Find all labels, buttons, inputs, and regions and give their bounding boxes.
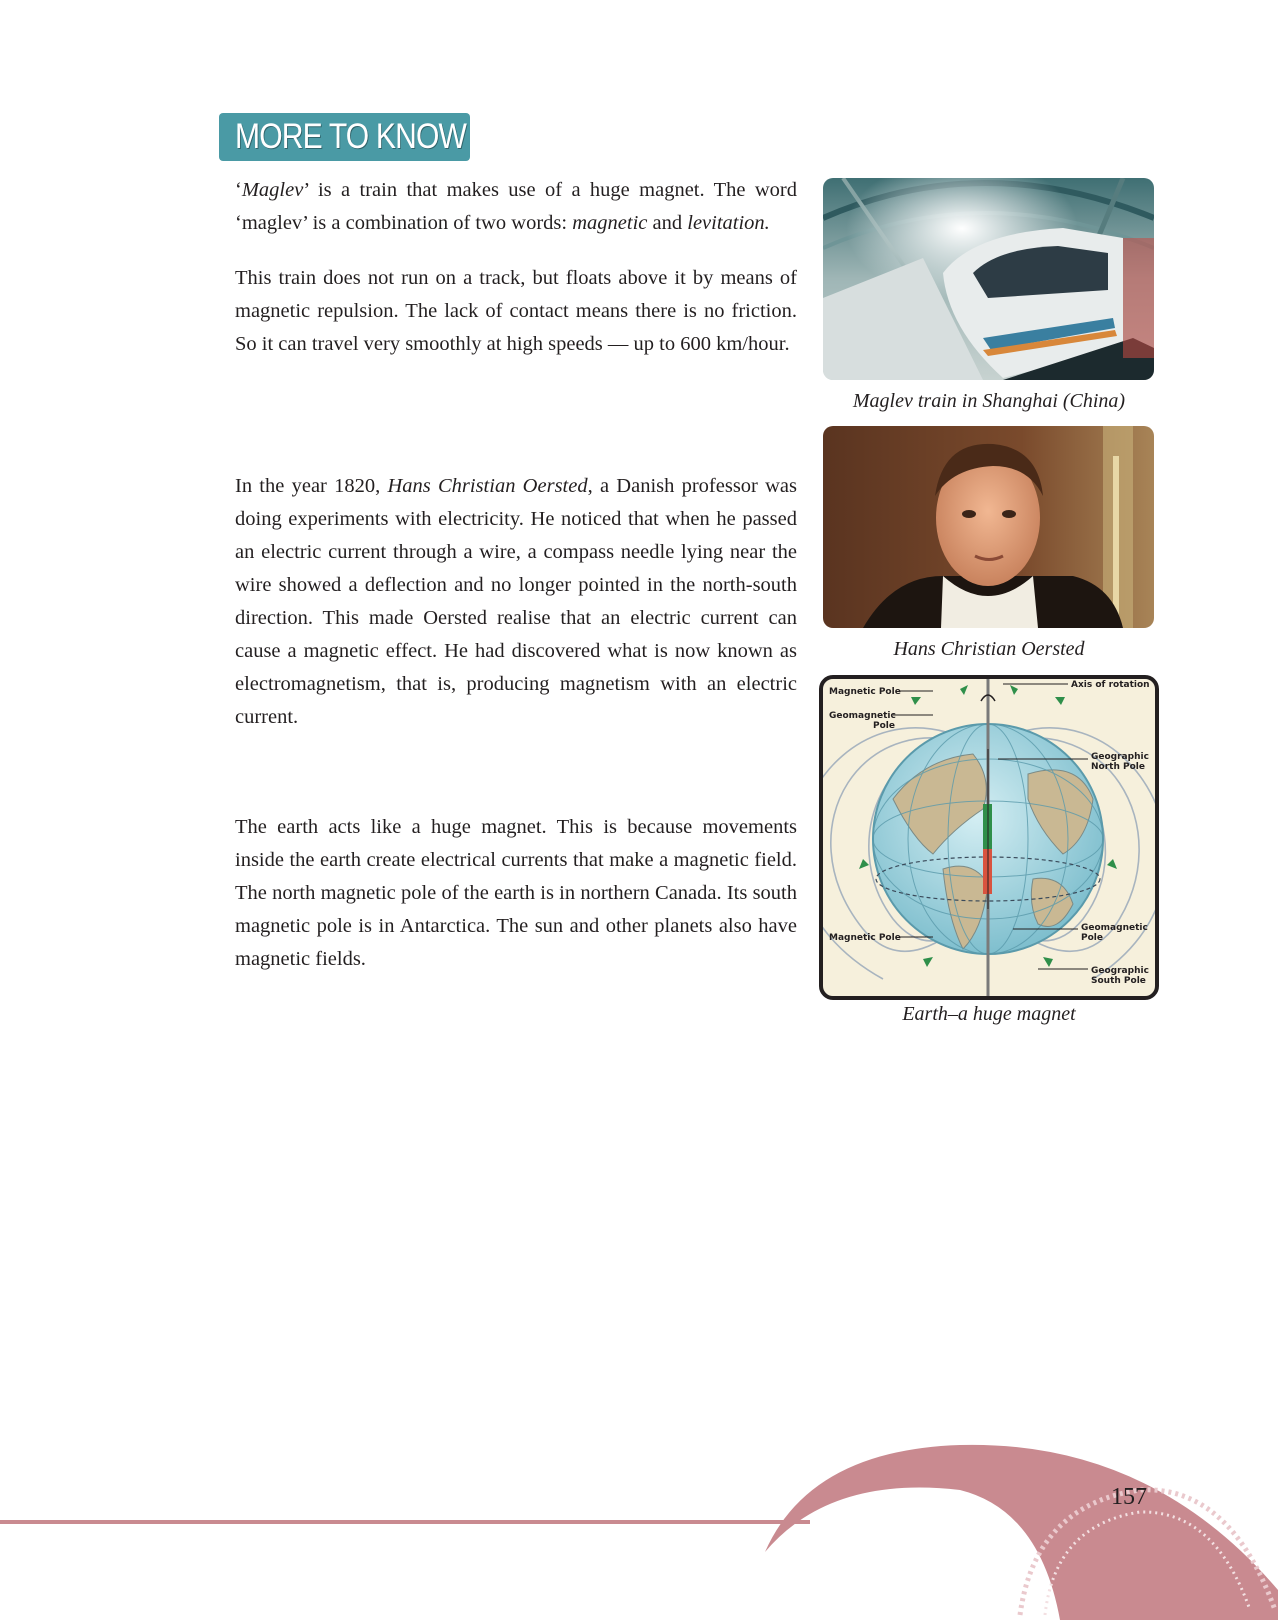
footer-decoration	[0, 1430, 1278, 1620]
more-to-know-heading	[219, 113, 470, 161]
label-magnetic-pole-bottom: Magnetic Pole	[829, 933, 901, 943]
heading-text: MORE TO KNOW	[235, 117, 467, 156]
maglev-floating-paragraph: This train does not run on a track, but floats above it by means of magnetic repulsion. The lack of contact means there is no friction. So it can travel very smoothly at high speeds — up to 600 km/hour.	[235, 267, 797, 355]
label-magnetic-pole-top: Magnetic Pole	[829, 687, 901, 697]
maglev-definition-paragraph	[235, 174, 797, 240]
maglev-term: Maglev	[241, 179, 304, 201]
label-geographic-north-2: North Pole	[1091, 762, 1145, 772]
earth-caption: Earth–a huge magnet	[902, 1003, 1076, 1025]
label-geographic-south-1: Geographic	[1091, 966, 1149, 976]
label-geographic-south-2: South Pole	[1091, 976, 1146, 986]
oersted-portrait	[823, 426, 1154, 628]
maglev-caption: Maglev train in Shanghai (China)	[852, 390, 1126, 412]
earth-magnet-diagram	[819, 675, 1159, 1000]
label-geographic-north-1: Geographic	[1091, 752, 1149, 762]
oersted-paragraph	[235, 470, 797, 734]
magnetic-term: magnetic	[572, 212, 648, 234]
oersted-text-a: In the year 1820,	[235, 475, 388, 497]
maglev-def-text: ’ is a train that makes use of a huge magnet. The word ‘maglev’ is a combination of two words:	[235, 179, 797, 234]
oersted-caption: Hans Christian Oersted	[893, 638, 1085, 660]
oersted-portrait-illustration	[823, 426, 1154, 628]
oersted-text-b: , a Danish professor was doing experiments with electricity. He noticed that when he passed an electric current through a wire, a compass needle lying near the wire showed a deflection and no longer pointed in the north-south direction. This made Oersted realise that an electric current can cause a magnetic effect. He had discovered what is now known as electromagnetism, that is, producing magnetism with an electric current.	[235, 475, 797, 728]
label-axis-of-rotation: Axis of rotation	[1071, 680, 1150, 690]
and-text: and	[647, 212, 688, 234]
levitation-term: levitation.	[687, 212, 770, 234]
maglev-train-illustration	[823, 178, 1154, 380]
quote-open: ‘	[235, 179, 242, 201]
label-geomagnetic-bottom-1: Geomagnetic	[1081, 923, 1148, 933]
earth-magnet-paragraph: The earth acts like a huge magnet. This is because movements inside the earth create electrical currents that make a magnetic field. The north magnetic pole of the earth is in northern Canada. Its south magnetic pole is in Antarctica. The sun and other planets also have magnetic fields.	[235, 816, 797, 970]
label-geomagnetic-bottom-2: Pole	[1081, 933, 1103, 943]
label-geomagnetic-top-2: Pole	[873, 721, 895, 731]
page-number: 157	[1111, 1484, 1147, 1510]
label-geomagnetic-top-1: Geomagnetic	[829, 711, 896, 721]
earth-field-lines-illustration	[823, 679, 1155, 996]
maglev-train-photo	[823, 178, 1154, 380]
oersted-name: Hans Christian Oersted	[387, 475, 588, 497]
